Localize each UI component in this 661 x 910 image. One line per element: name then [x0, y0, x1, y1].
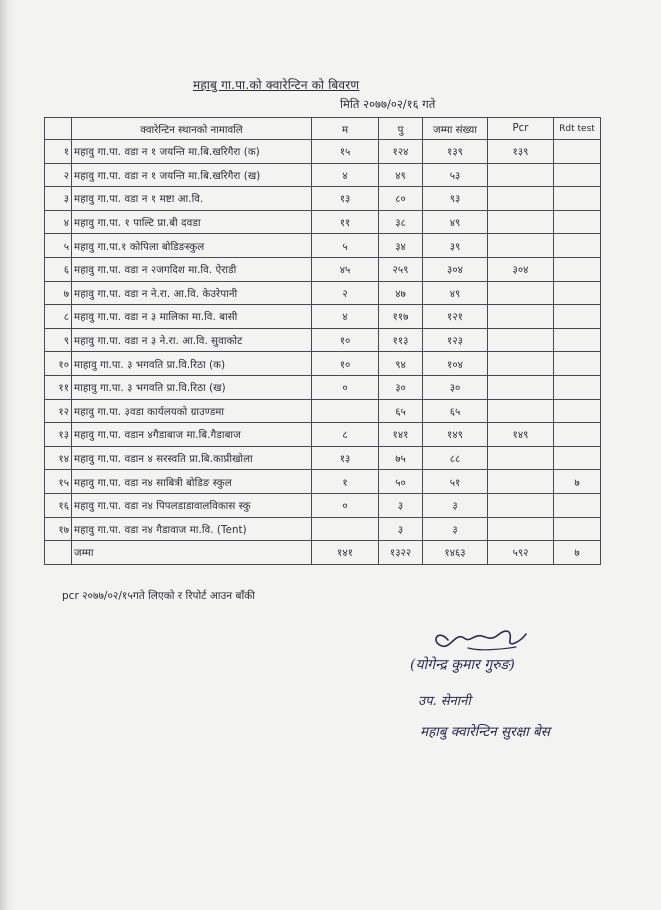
row-number: १७: [45, 517, 72, 541]
row-male-count: ३: [379, 517, 423, 541]
totals-male: १३२२: [379, 541, 423, 565]
row-rdt-count: [554, 281, 601, 305]
totals-pcr: ५९२: [488, 541, 554, 565]
row-rdt-count: [554, 423, 601, 447]
row-pcr-count: [488, 399, 554, 423]
header-name: क्वारेन्टिन स्थानको नामावलि: [72, 118, 312, 140]
row-female-count: ११: [312, 210, 379, 234]
row-number: १३: [45, 423, 72, 447]
row-rdt-count: ७: [554, 470, 601, 494]
quarantine-table: [44, 117, 601, 565]
row-location-name: महावु गा.पा.१ कोपिला बोडिङस्कुल: [72, 234, 312, 258]
row-rdt-count: [554, 305, 601, 329]
row-female-count: ०: [312, 493, 379, 517]
row-pcr-count: [488, 375, 554, 399]
row-male-count: ११३: [379, 328, 423, 352]
row-number: ११: [45, 375, 72, 399]
row-total-count: १३९: [423, 140, 488, 164]
row-female-count: १३: [312, 187, 379, 211]
row-total-count: १२१: [423, 305, 488, 329]
row-female-count: ०: [312, 375, 379, 399]
row-male-count: ३०: [379, 375, 423, 399]
row-male-count: ४७: [379, 281, 423, 305]
row-total-count: ९३: [423, 187, 488, 211]
row-pcr-count: [488, 328, 554, 352]
row-pcr-count: [488, 281, 554, 305]
table-row: [45, 281, 601, 305]
row-rdt-count: [554, 352, 601, 376]
row-number: ८: [45, 305, 72, 329]
row-female-count: ५: [312, 234, 379, 258]
row-location-name: महावु गा.पा. वडा न १ मष्टा आ.वि.: [72, 187, 312, 211]
header-male: पु: [379, 118, 423, 140]
row-pcr-count: [488, 187, 554, 211]
row-location-name: महावु गा.पा. वडा न २जगदिश मा.वि. ऐराडी: [72, 257, 312, 281]
row-male-count: ९४: [379, 352, 423, 376]
row-number: २: [45, 163, 72, 187]
row-male-count: ११७: [379, 305, 423, 329]
row-location-name: महावु गा.पा. वडान ४गैडाबाज मा.बि.गैडाबाज: [72, 423, 312, 447]
row-location-name: महावु गा.पा. १ पाल्टि प्रा.बी दवडा: [72, 210, 312, 234]
row-location-name: महावु गा.पा. वडा न४ साबित्री बोडिङ स्कुल: [72, 470, 312, 494]
row-pcr-count: [488, 234, 554, 258]
row-location-name: माहावु गा.पा. ३ भगवति प्रा.वि.रिठा (ख): [72, 375, 312, 399]
row-female-count: ८: [312, 423, 379, 447]
row-male-count: ७५: [379, 446, 423, 470]
row-male-count: ८०: [379, 187, 423, 211]
row-female-count: ४५: [312, 257, 379, 281]
row-female-count: १: [312, 470, 379, 494]
row-male-count: ४९: [379, 163, 423, 187]
row-total-count: ३०: [423, 375, 488, 399]
row-total-count: ८८: [423, 446, 488, 470]
row-rdt-count: [554, 328, 601, 352]
table-row: [45, 328, 601, 352]
row-total-count: ३: [423, 493, 488, 517]
table-row: [45, 399, 601, 423]
row-pcr-count: [488, 517, 554, 541]
signatory-office: महाबु क्वारेन्टिन सुरक्षा बेस: [420, 724, 550, 740]
table-row: [45, 210, 601, 234]
table-row: [45, 163, 601, 187]
totals-label: जम्मा: [72, 541, 312, 565]
row-male-count: ६५: [379, 399, 423, 423]
row-female-count: १५: [312, 140, 379, 164]
row-rdt-count: [554, 493, 601, 517]
row-pcr-count: [488, 305, 554, 329]
row-male-count: ३४: [379, 234, 423, 258]
row-pcr-count: ३०४: [488, 257, 554, 281]
row-number: ४: [45, 210, 72, 234]
header-female: म: [312, 118, 379, 140]
row-number: ६: [45, 257, 72, 281]
row-male-count: ५०: [379, 470, 423, 494]
table-row: [45, 470, 601, 494]
header-sn: [45, 118, 72, 140]
row-total-count: १४९: [423, 423, 488, 447]
row-location-name: महावु गा.पा. वडा न ने.रा. आ.वि. केउरेपानी: [72, 281, 312, 305]
totals-row: [45, 541, 601, 565]
header-rdt: Rdt test: [554, 118, 601, 140]
row-female-count: [312, 517, 379, 541]
row-pcr-count: १३९: [488, 140, 554, 164]
signatory-name: (योगेन्द्र कुमार गुरुङ): [410, 657, 515, 673]
row-rdt-count: [554, 210, 601, 234]
row-male-count: ३: [379, 493, 423, 517]
row-female-count: ४: [312, 305, 379, 329]
row-total-count: ३९: [423, 234, 488, 258]
footnote: pcr २०७७/०२/१५गते लिएको र रिपोर्ट आउन बाँकी: [62, 590, 255, 602]
row-number: ९: [45, 328, 72, 352]
row-pcr-count: [488, 163, 554, 187]
row-female-count: १०: [312, 352, 379, 376]
totals-rdt: ७: [554, 541, 601, 565]
row-rdt-count: [554, 446, 601, 470]
totals-sn: [45, 541, 72, 565]
table-row: [45, 446, 601, 470]
row-pcr-count: [488, 470, 554, 494]
row-female-count: १३: [312, 446, 379, 470]
signatory-title: उप. सेनानी: [418, 694, 471, 709]
row-male-count: २५९: [379, 257, 423, 281]
row-number: १२: [45, 399, 72, 423]
row-number: १४: [45, 446, 72, 470]
scan-edge-shadow: [0, 0, 14, 910]
table-row: [45, 140, 601, 164]
row-pcr-count: [488, 446, 554, 470]
table-row: [45, 234, 601, 258]
row-total-count: ६५: [423, 399, 488, 423]
row-rdt-count: [554, 517, 601, 541]
row-number: ७: [45, 281, 72, 305]
table-row: [45, 352, 601, 376]
table-row: [45, 187, 601, 211]
row-rdt-count: [554, 399, 601, 423]
row-female-count: ४: [312, 163, 379, 187]
row-pcr-count: [488, 352, 554, 376]
row-total-count: १०४: [423, 352, 488, 376]
table-row: [45, 257, 601, 281]
table-row: [45, 493, 601, 517]
row-number: १५: [45, 470, 72, 494]
row-location-name: महावु गा.पा. वडा न १ जयन्ति मा.बि.खरिगैरा (ख): [72, 163, 312, 187]
row-male-count: १२४: [379, 140, 423, 164]
row-location-name: महावु गा.पा. वडा न४ गैडावाज मा.वि. (Tent): [72, 517, 312, 541]
row-location-name: माहावु गा.पा. ३ भगवति प्रा.वि.रिठा (क): [72, 352, 312, 376]
table-row: [45, 423, 601, 447]
row-location-name: महावु गा.पा. वडा न ३ मालिका मा.वि. बासी: [72, 305, 312, 329]
row-rdt-count: [554, 163, 601, 187]
totals-female: १४१: [312, 541, 379, 565]
row-total-count: ४९: [423, 210, 488, 234]
row-number: १६: [45, 493, 72, 517]
row-number: ५: [45, 234, 72, 258]
row-location-name: महावु गा.पा. ३वडा कार्यलयको ग्राउण्डमा: [72, 399, 312, 423]
row-female-count: [312, 399, 379, 423]
row-rdt-count: [554, 187, 601, 211]
row-total-count: ५१: [423, 470, 488, 494]
row-location-name: महावु गा.पा. वडा न ३ ने.रा. आ.वि. सुवाकोट: [72, 328, 312, 352]
row-total-count: १२३: [423, 328, 488, 352]
row-number: १: [45, 140, 72, 164]
row-rdt-count: [554, 375, 601, 399]
document-heading: महाबु गा.पा.को क्वारेन्टिन को बिवरण: [193, 78, 360, 92]
row-male-count: ३८: [379, 210, 423, 234]
document-date: मिति २०७७/०२/१६ गते: [340, 97, 436, 111]
row-pcr-count: [488, 210, 554, 234]
row-number: १०: [45, 352, 72, 376]
row-total-count: ३०४: [423, 257, 488, 281]
row-location-name: महावु गा.पा. वडान ४ सरस्वति प्रा.बि.काप्रीखोला: [72, 446, 312, 470]
header-total: जम्मा संख्या: [423, 118, 488, 140]
table-row: [45, 375, 601, 399]
row-pcr-count: [488, 493, 554, 517]
table-header-row: [45, 118, 601, 140]
row-total-count: ४९: [423, 281, 488, 305]
table-row: [45, 305, 601, 329]
row-location-name: महावु गा.पा. वडा न४ पिपलडाडावालविकास स्कु: [72, 493, 312, 517]
row-rdt-count: [554, 234, 601, 258]
row-rdt-count: [554, 257, 601, 281]
row-location-name: महावु गा.पा. वडा न १ जयन्ति मा.बि.खरिगैरा (क): [72, 140, 312, 164]
row-number: ३: [45, 187, 72, 211]
row-male-count: १४१: [379, 423, 423, 447]
row-female-count: २: [312, 281, 379, 305]
header-pcr: Pcr: [488, 118, 554, 140]
totals-total: १४६३: [423, 541, 488, 565]
row-total-count: ३: [423, 517, 488, 541]
row-pcr-count: १४९: [488, 423, 554, 447]
row-total-count: ५३: [423, 163, 488, 187]
row-female-count: १०: [312, 328, 379, 352]
row-rdt-count: [554, 140, 601, 164]
table-row: [45, 517, 601, 541]
